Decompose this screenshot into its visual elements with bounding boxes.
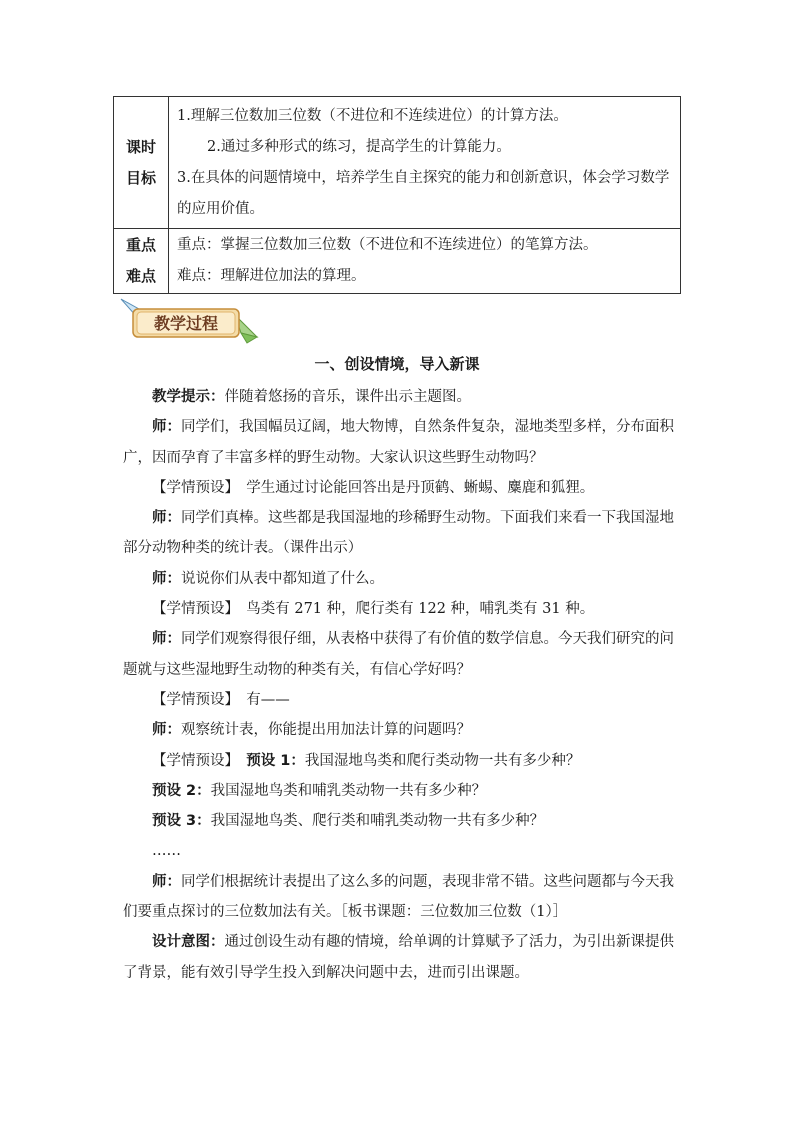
lesson-body	[123, 382, 679, 988]
paragraph: 师：说说你们从表中都知道了什么。	[152, 570, 384, 587]
paragraph: 教学提示：伴随着悠扬的音乐，课件出示主题图。	[152, 389, 471, 405]
lesson-goals-table	[113, 96, 681, 294]
goal-3: 3.在具体的问题情境中，培养学生自主探究的能力和创新意识，体会学习数学的应用价值。	[177, 169, 670, 217]
paragraph: 设计意图：通过创设生动有趣的情境，给单调的计算赋予了活力，为引出新课提供了背景，能有效引导学生投入到解决问题中去，进而引出课题。	[123, 934, 674, 981]
paragraph: 预设 2：我国湿地鸟类和哺乳类动物一共有多少种？	[152, 782, 487, 799]
teaching-process-badge	[117, 293, 259, 345]
paragraph: 师：同学们真棒。这些都是我国湿地的珍稀野生动物。下面我们来看一下我国湿地部分动物种类的统计表。（课件出示）	[123, 510, 674, 557]
paragraph: 【学情预设】 学生通过讨论能回答出是丹顶鹤、蜥蜴、麋鹿和狐狸。	[152, 479, 595, 496]
paragraph: 【学情预设】 有——	[152, 691, 290, 708]
paragraph: 师：同学们观察得很仔细，从表格中获得了有价值的数学信息。今天我们研究的问题就与这些湿地野生动物的种类有关，有信心学好吗？	[123, 631, 674, 678]
key-difficult-content	[169, 229, 681, 294]
paragraph: 师：同学们，我国幅员辽阔，地大物博，自然条件复杂，湿地类型多样，分布面积广，因而孕育了丰富多样的野生动物。大家认识这些野生动物吗？	[123, 419, 674, 466]
section-title: 一、创设情境，导入新课	[314, 355, 480, 373]
key-point: 重点：掌握三位数加三位数（不进位和不连续进位）的笔算方法。	[177, 237, 598, 253]
difficult-point: 难点：理解进位加法的算理。	[177, 268, 366, 284]
goal-2: 2.通过多种形式的练习，提高学生的计算能力。	[207, 138, 511, 155]
paragraph: 师：同学们根据统计表提出了这么多的问题，表现非常不错。这些问题都与今天我们要重点探讨的三位数加法有关。［板书课题：三位数加三位数（1）］	[123, 873, 674, 921]
key-difficult-label: 重点 难点	[114, 229, 169, 294]
paragraph: 师：观察统计表，你能提出用加法计算的问题吗？	[152, 722, 471, 739]
goals-label: 课时 目标	[114, 97, 169, 229]
badge-text: 教学过程	[153, 314, 219, 333]
goal-1: 1.理解三位数加三位数（不进位和不连续进位）的计算方法。	[177, 107, 568, 124]
paragraph: 【学情预设】 预设 1：我国湿地鸟类和爬行类动物一共有多少种？	[152, 752, 581, 769]
paragraph: 预设 3：我国湿地鸟类、爬行类和哺乳类动物一共有多少种？	[152, 813, 545, 830]
goals-content	[169, 97, 681, 229]
paragraph: ……	[152, 843, 181, 860]
paragraph: 【学情预设】 鸟类有 271 种，爬行类有 122 种，哺乳类有 31 种。	[152, 601, 595, 618]
